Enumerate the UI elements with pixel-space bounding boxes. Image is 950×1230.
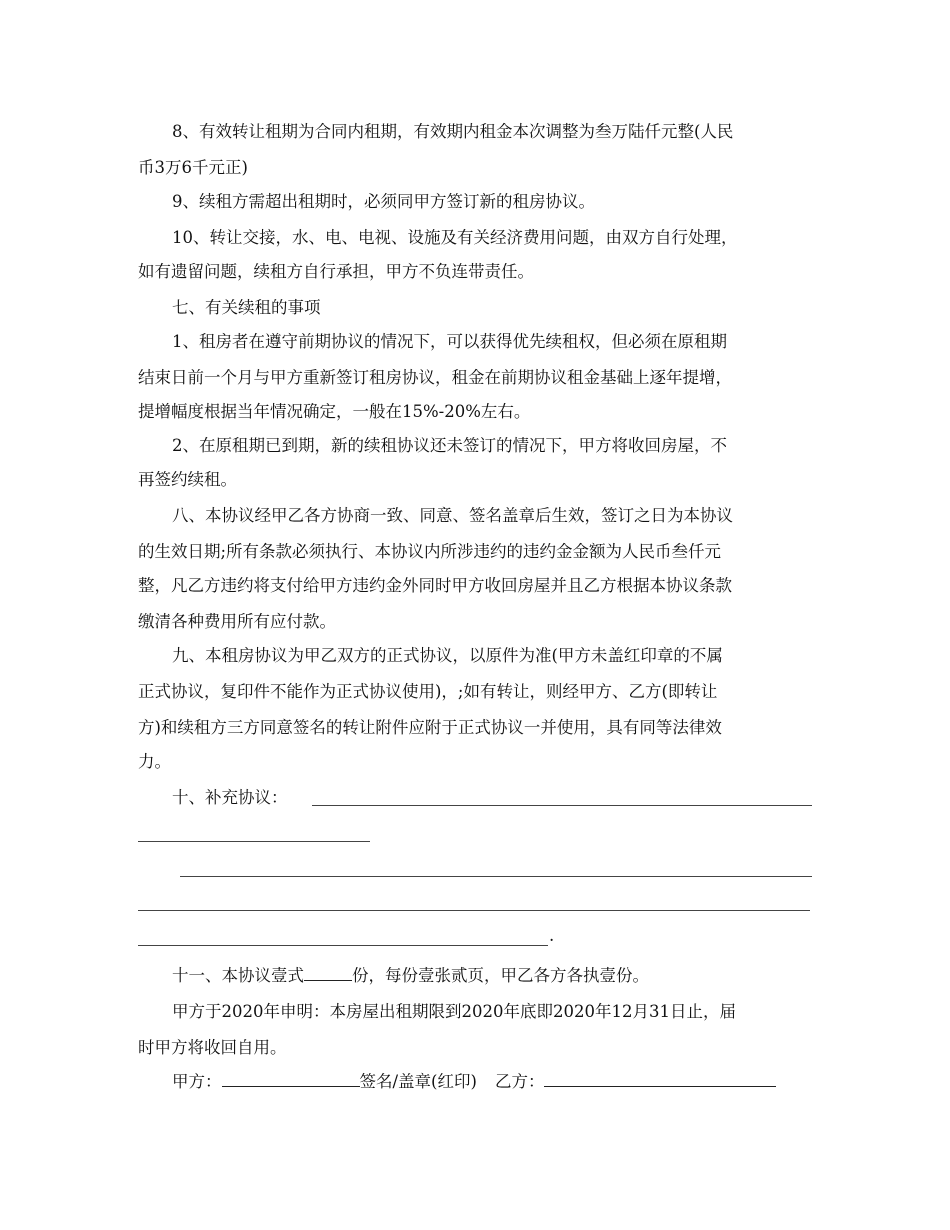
clause-7-1-line-1: 1、租房者在遵守前期协议的情况下，可以获得优先续租权，但必须在原租期: [172, 332, 727, 351]
supplement-blank-2[interactable]: [138, 841, 370, 842]
section-11: [172, 958, 649, 994]
party-b-label: 乙方：: [494, 1072, 545, 1091]
declaration-line-1: 甲方于2020年申明：本房屋出租期限到2020年底即2020年12月31日止，届: [172, 1002, 736, 1021]
supplement-blank-3[interactable]: [180, 876, 812, 877]
copies-blank[interactable]: [304, 964, 352, 981]
section-8-line-3: 整，凡乙方违约将支付给甲方违约金外同时甲方收回房屋并且乙方根据本协议条款: [138, 576, 732, 595]
supplement-blank-1[interactable]: [312, 805, 812, 806]
clause-7-2-line-2: 再签约续租。: [138, 470, 237, 489]
clause-7-2-line-1: 2、在原租期已到期，新的续租协议还未签订的情况下，甲方将收回房屋，不: [172, 436, 727, 455]
signature-seal-label: 签名/盖章(红印): [359, 1072, 477, 1091]
section-9-line-3: 方)和续租方三方同意签名的转让附件应附于正式协议一并使用，具有同等法律效: [138, 718, 722, 737]
section-8-line-4: 缴清各种费用所有应付款。: [138, 612, 336, 631]
clause-10-line-2: 如有遗留问题，续租方自行承担，甲方不负连带责任。: [138, 262, 534, 281]
section-10-label: 十、补充协议：: [172, 788, 288, 807]
clause-8-line-2: 币3万6千元正): [138, 158, 248, 177]
section-9-line-4: 力。: [138, 752, 171, 771]
clause-10-line-1: 10、转让交接，水、电、电视、设施及有关经济费用问题，由双方自行处理，: [172, 228, 738, 247]
section-9-line-2: 正式协议，复印件不能作为正式协议使用)，;如有转让，则经甲方、乙方(即转让: [138, 682, 718, 701]
section-8-line-2: 的生效日期;所有条款必须执行、本协议内所涉违约的违约金金额为人民币叁仟元: [138, 542, 722, 561]
party-b-signature-blank[interactable]: [544, 1070, 776, 1087]
clause-8-line-1: 8、有效转让租期为合同内租期，有效期内租金本次调整为叁万陆仟元整(人民: [172, 122, 734, 141]
supplement-blank-4[interactable]: [138, 910, 810, 911]
section-9-line-1: 九、本租房协议为甲乙双方的正式协议，以原件为准(甲方未盖红印章的不属: [172, 646, 723, 665]
supplement-end-period: .: [549, 926, 555, 945]
section-8-line-1: 八、本协议经甲乙各方协商一致、同意、签名盖章后生效，签订之日为本协议: [172, 506, 733, 525]
supplement-blank-5[interactable]: [138, 945, 548, 946]
clause-9: 9、续租方需超出租期时，必须同甲方签订新的租房协议。: [172, 192, 595, 211]
section-7-heading: 七、有关续租的事项: [172, 298, 321, 317]
clause-7-1-line-3: 提增幅度根据当年情况确定，一般在15%-20%左右。: [138, 402, 531, 421]
signature-row: [172, 1064, 776, 1100]
clause-7-1-line-2: 结束日前一个月与甲方重新签订租房协议，租金在前期协议租金基础上逐年提增，: [138, 368, 732, 387]
party-a-label: 甲方：: [172, 1072, 222, 1091]
party-a-signature-blank[interactable]: [222, 1070, 360, 1087]
declaration-line-2: 时甲方将收回自用。: [138, 1038, 287, 1057]
section-11-text-post: 份，每份壹张贰页，甲乙各方各执壹份。: [352, 966, 649, 985]
section-11-text-pre: 十一、本协议壹式: [172, 966, 304, 985]
